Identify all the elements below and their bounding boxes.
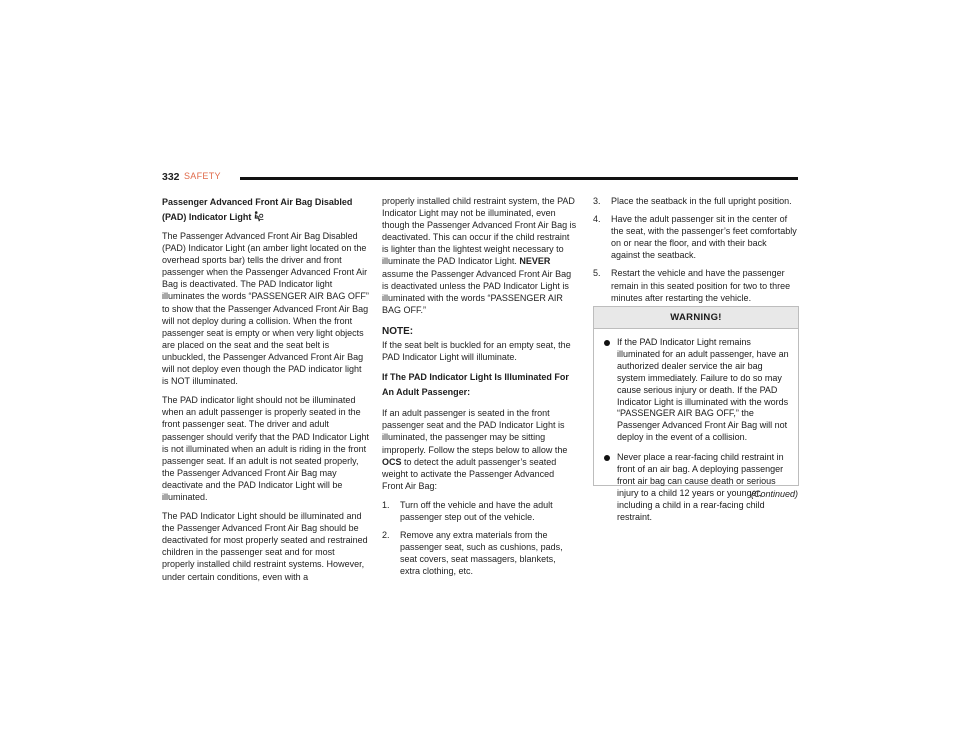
step-number: 3. — [593, 196, 601, 206]
column-1 — [162, 195, 369, 590]
text-run: If an adult passenger is seated in the front passenger seat and the PAD Indicator Light is illuminated, the passenger may be sitting improperly. Follow the steps below to allow the — [382, 408, 568, 455]
emphasis-never: NEVER — [519, 256, 551, 267]
warning-item — [602, 337, 790, 444]
step-item — [593, 213, 798, 261]
page-number: 332 — [162, 171, 180, 183]
column-3 — [593, 195, 798, 310]
steps-list — [382, 499, 577, 578]
step-item — [593, 195, 798, 207]
text-run: to detect the adult passenger’s seated weight to activate the Passenger Advanced Front Air Bag: — [382, 456, 557, 491]
step-text: Remove any extra materials from the passenger seat, such as cushions, pads, seat covers, seat massagers, blankets, extra clothing, etc. — [400, 530, 563, 577]
section-title: SAFETY — [184, 171, 221, 181]
note-text: If the seat belt is buckled for an empty seat, the PAD Indicator Light will illuminate. — [382, 340, 571, 363]
warning-text: If the PAD Indicator Light remains illuminated for an adult passenger, have an authorized dealer service the air bag system immediately. Failure to do so may cause serious injury or death. If the PAD Indicator Light is illuminated with the words “PASSENGER AIR BAG OFF,” the Passenger Advanced Front Air Bag will not deploy in the event of a collision. — [617, 337, 789, 443]
note-label: NOTE: — [382, 325, 414, 337]
paragraph: The PAD indicator light should not be illuminated when an adult passenger is properly seated in the front passenger seat. The driver and adult passenger should verify that the PAD Indicator Light is not illuminated when an adult is riding in the front passenger seat. If an adult is not seated properly, the Passenger Advanced Front Air Bag may deactivate and the PAD Indicator Light will be illuminated. — [162, 395, 369, 502]
text-run: assume the Passenger Advanced Front Air Bag is deactivated unless the PAD Indicator Light is illuminated with the words “PASSENGER AIR BAG OFF.” — [382, 268, 572, 315]
column-2 — [382, 195, 577, 583]
pad-indicator-icon — [253, 211, 264, 222]
step-text: Have the adult passenger sit in the center of the seat, with the passenger’s feet comfortably on or near the floor, and with their back against the seatback. — [611, 214, 797, 261]
steps-list — [593, 195, 798, 304]
step-text: Restart the vehicle and have the passenger remain in this seated position for two to three minutes after restarting the vehicle. — [611, 268, 791, 303]
header-rule — [240, 177, 798, 180]
page-header — [162, 171, 798, 185]
text-run: properly installed child restraint system, the PAD Indicator Light may not be illuminated, even though the Passenger Advanced Front Air Bag is deactivated. This can occur if the child restraint is lighter than the lightest weight necessary to illuminate the PAD Indicator Light. — [382, 196, 577, 267]
pad-heading — [162, 195, 369, 225]
bullet-icon — [604, 340, 610, 346]
step-number: 5. — [593, 268, 601, 279]
bullet-icon — [604, 455, 610, 461]
continued-label: (Continued) — [750, 489, 798, 499]
warning-title: WARNING! — [594, 307, 798, 329]
step-number: 2. — [382, 530, 390, 541]
step-text: Place the seatback in the full upright position. — [611, 196, 792, 206]
paragraph — [382, 195, 577, 316]
pad-heading-text: Passenger Advanced Front Air Bag Disabled (PAD) Indicator Light — [162, 197, 353, 222]
adult-passenger-subheading: If The PAD Indicator Light Is Illuminated For An Adult Passenger: — [382, 372, 569, 398]
paragraph: The Passenger Advanced Front Air Bag Disabled (PAD) Indicator Light (an amber light located on the overhead sports bar) tells the driver and front passenger when the Passenger Advanced Front Air Bag is deactivated. The PAD Indicator light illuminates the words “PASSENGER AIR BAG OFF” to show that the Passenger Advanced Front Air Bag will not deploy during a collision. When the front passenger seat is empty or when very light objects are placed on the seat and the seat belt is unbuckled, the Passenger Advanced Front Air Bag will not deploy even though the PAD indicator light is NOT illuminated. — [162, 231, 369, 387]
emphasis-ocs: OCS — [382, 456, 402, 467]
step-text: Turn off the vehicle and have the adult passenger step out of the vehicle. — [400, 499, 553, 522]
step-number: 1. — [382, 499, 390, 510]
step-item — [382, 529, 577, 577]
paragraph: The PAD Indicator Light should be illuminated and the Passenger Advanced Front Air Bag should be deactivated for most properly seated and restrained children in the passenger seat and for most properly installed child restraint systems. However, under certain conditions, even with a — [162, 511, 368, 582]
step-number: 4. — [593, 214, 601, 225]
paragraph — [382, 407, 577, 492]
step-item — [382, 499, 577, 523]
warning-item — [602, 452, 790, 523]
warning-text: Never place a rear-facing child restraint in front of an air bag. A deploying passenger front air bag can cause death or serious injury to a child 12 years or younger, including a child in a rear-facing child restraint. — [617, 452, 784, 522]
step-item — [593, 267, 798, 303]
